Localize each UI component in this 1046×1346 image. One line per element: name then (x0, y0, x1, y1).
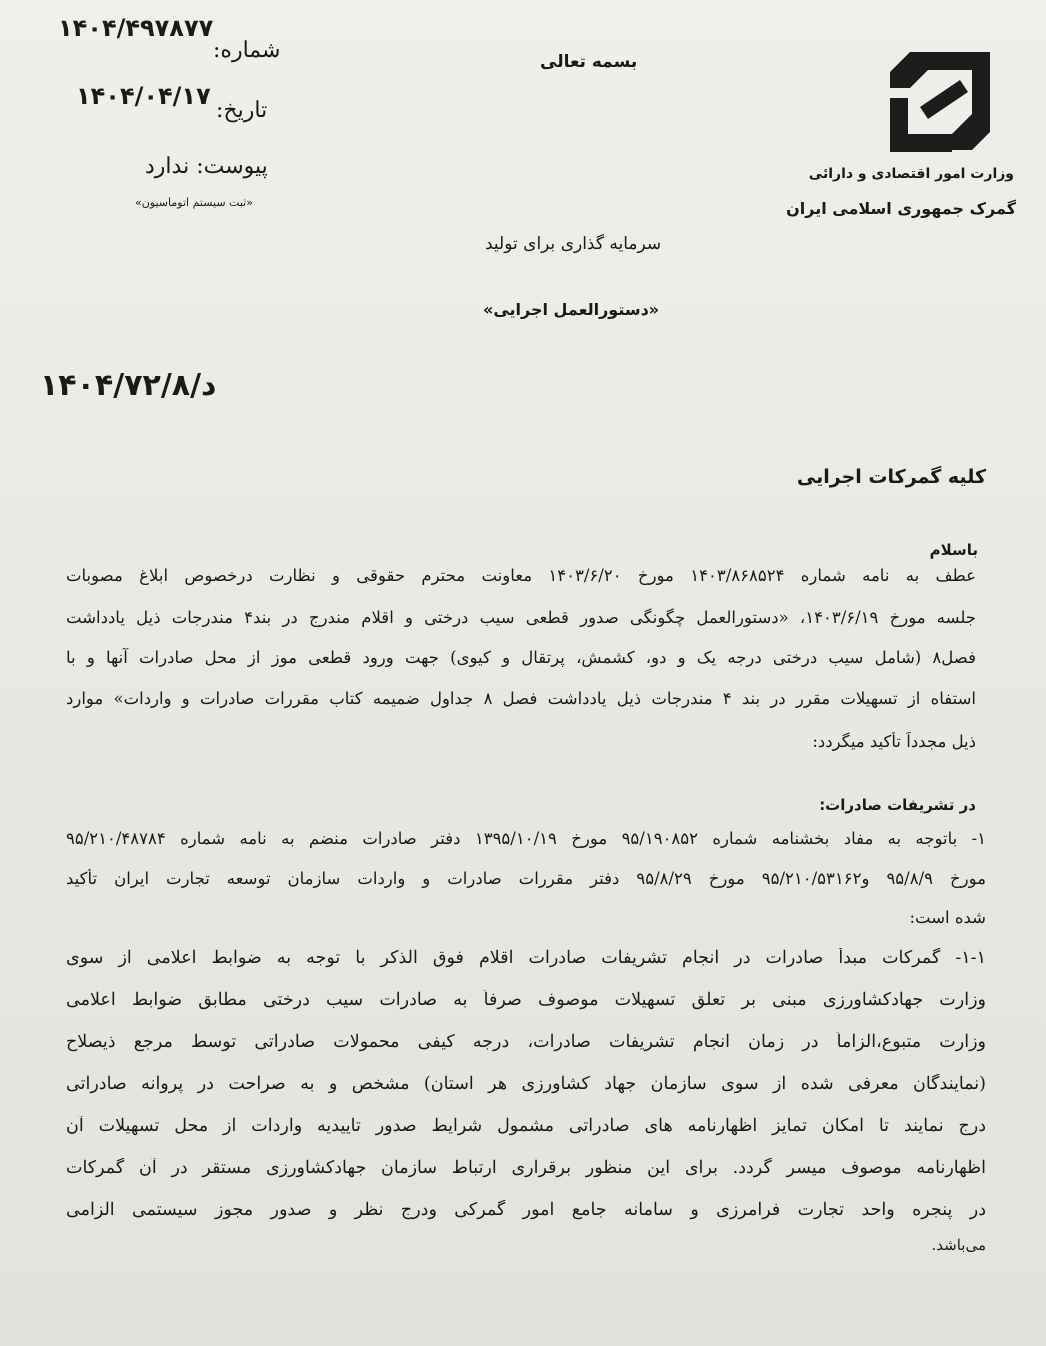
intro-line: جلسه مورخ ۱۴۰۳/۶/۱۹، «دستورالعمل چگونگی صدور قطعی سیب درختی و اقلام مندرج در بند۴ مندرجات ذیل یادداشت (66, 608, 976, 627)
intro-line: ذیل مجدداً تأکید میگردد: (812, 732, 976, 751)
item-1-1-line: وزارت جهادکشاورزی مبنی بر تعلق تسهیلات موصوف صرفاً به صادرات سیب درختی مطابق ضوابط اعلامی (66, 990, 986, 1010)
item-1-line: شده است: (909, 908, 986, 927)
number-value: ۱۴۰۴/۴۹۷۸۷۷ (58, 14, 214, 42)
item-1-line: مورخ ۹۵/۸/۹ و۹۵/۲۱۰/۵۳۱۶۲ مورخ ۹۵/۸/۲۹ دفتر مقررات صادرات و واردات سازمان توسعه تجارت ایران تأکید (66, 869, 986, 888)
automation-note: «ثبت سیستم اتوماسیون» (135, 196, 253, 209)
item-1-line: ۱- باتوجه به مفاد بخشنامه شماره ۹۵/۱۹۰۸۵۲ مورخ ۱۳۹۵/۱۰/۱۹ دفتر صادرات منضم به نامه شماره ۹۵/۲۱۰/۴۸۷۸۴ (66, 829, 986, 848)
attachment-label: پیوست: (196, 154, 268, 179)
customs-name: گمرک جمهوری اسلامی ایران (786, 199, 1016, 218)
document-type: «دستورالعمل اجرایی» (483, 300, 660, 319)
intro-line: استفاه از تسهیلات مقرر در بند ۴ مندرجات ذیل یادداشت فصل ۸ جداول ضمیمه کتاب مقررات صادرات و واردات» موارد (66, 689, 976, 708)
recipient: کلیه گمرکات اجرایی (796, 466, 986, 488)
item-1-1-line: می‌باشد. (931, 1236, 986, 1254)
bismillah: بسمه تعالی (540, 52, 638, 72)
date-label: تاریخ: (216, 98, 268, 123)
attachment-label-and-value (145, 154, 268, 179)
section-title: در تشریفات صادرات: (819, 796, 976, 814)
item-1-1-line: در پنجره واحد تجارت فرامرزی و سامانه جامع امور گمرکی ودرج نظر و صدور مجوز سیستمی الزامی (66, 1200, 986, 1220)
item-1-1-line: درج نمایند تا امکان تمایز اظهارنامه های صادراتی مشمول شرایط صدور تاییدیه واردات از محل تسهیلات آن (66, 1116, 986, 1136)
date-value: ۱۴۰۴/۰۴/۱۷ (76, 82, 211, 110)
number-label: شماره: (213, 38, 281, 63)
item-1-1-line: (نمایندگان معرفی شده از سوی سازمان جهاد کشاورزی هر استان) مشخص و به صراحت در پروانه صادراتی (66, 1074, 986, 1094)
item-1-1-line: ۱-۱- گمرکات مبدأ صادرات در انجام تشریفات صادرات اقلام فوق الذکر با توجه به ضوابط اعلامی از سوی (66, 948, 986, 968)
customs-logo-icon (890, 52, 990, 152)
item-1-1-line: اظهارنامه موصوف میسر گردد. برای این منظور برقراری ارتباط سازمان جهادکشاورزی مستقر در آن گمرکات (66, 1158, 986, 1178)
ministry-name: وزارت امور اقتصادی و دارائی (808, 166, 1014, 182)
intro-line: فصل۸ (شامل سیب درختی درجه یک و دو، کشمش، پرتقال و کیوی) جهت ورود قطعی موز از محل صادرات آنها و با (66, 648, 976, 667)
slogan: سرمایه گذاری برای تولید (485, 234, 662, 254)
greeting: باسلام (929, 541, 978, 559)
item-1-1-line: وزارت متبوع،الزاماً در زمان انجام تشریفات صادرات، درجه کیفی محمولات صادراتی توسط مرجع ذیصلاح (66, 1032, 986, 1052)
attachment-value: ندارد (145, 154, 190, 179)
document-reference: د/۱۴۰۴/۷۲/۸ (40, 368, 217, 403)
intro-line: عطف به نامه شماره ۱۴۰۳/۸۶۸۵۲۴ مورخ ۱۴۰۳/۶/۲۰ معاونت محترم حقوقی و نظارت درخصوص ابلاغ مصوبات (66, 566, 976, 585)
